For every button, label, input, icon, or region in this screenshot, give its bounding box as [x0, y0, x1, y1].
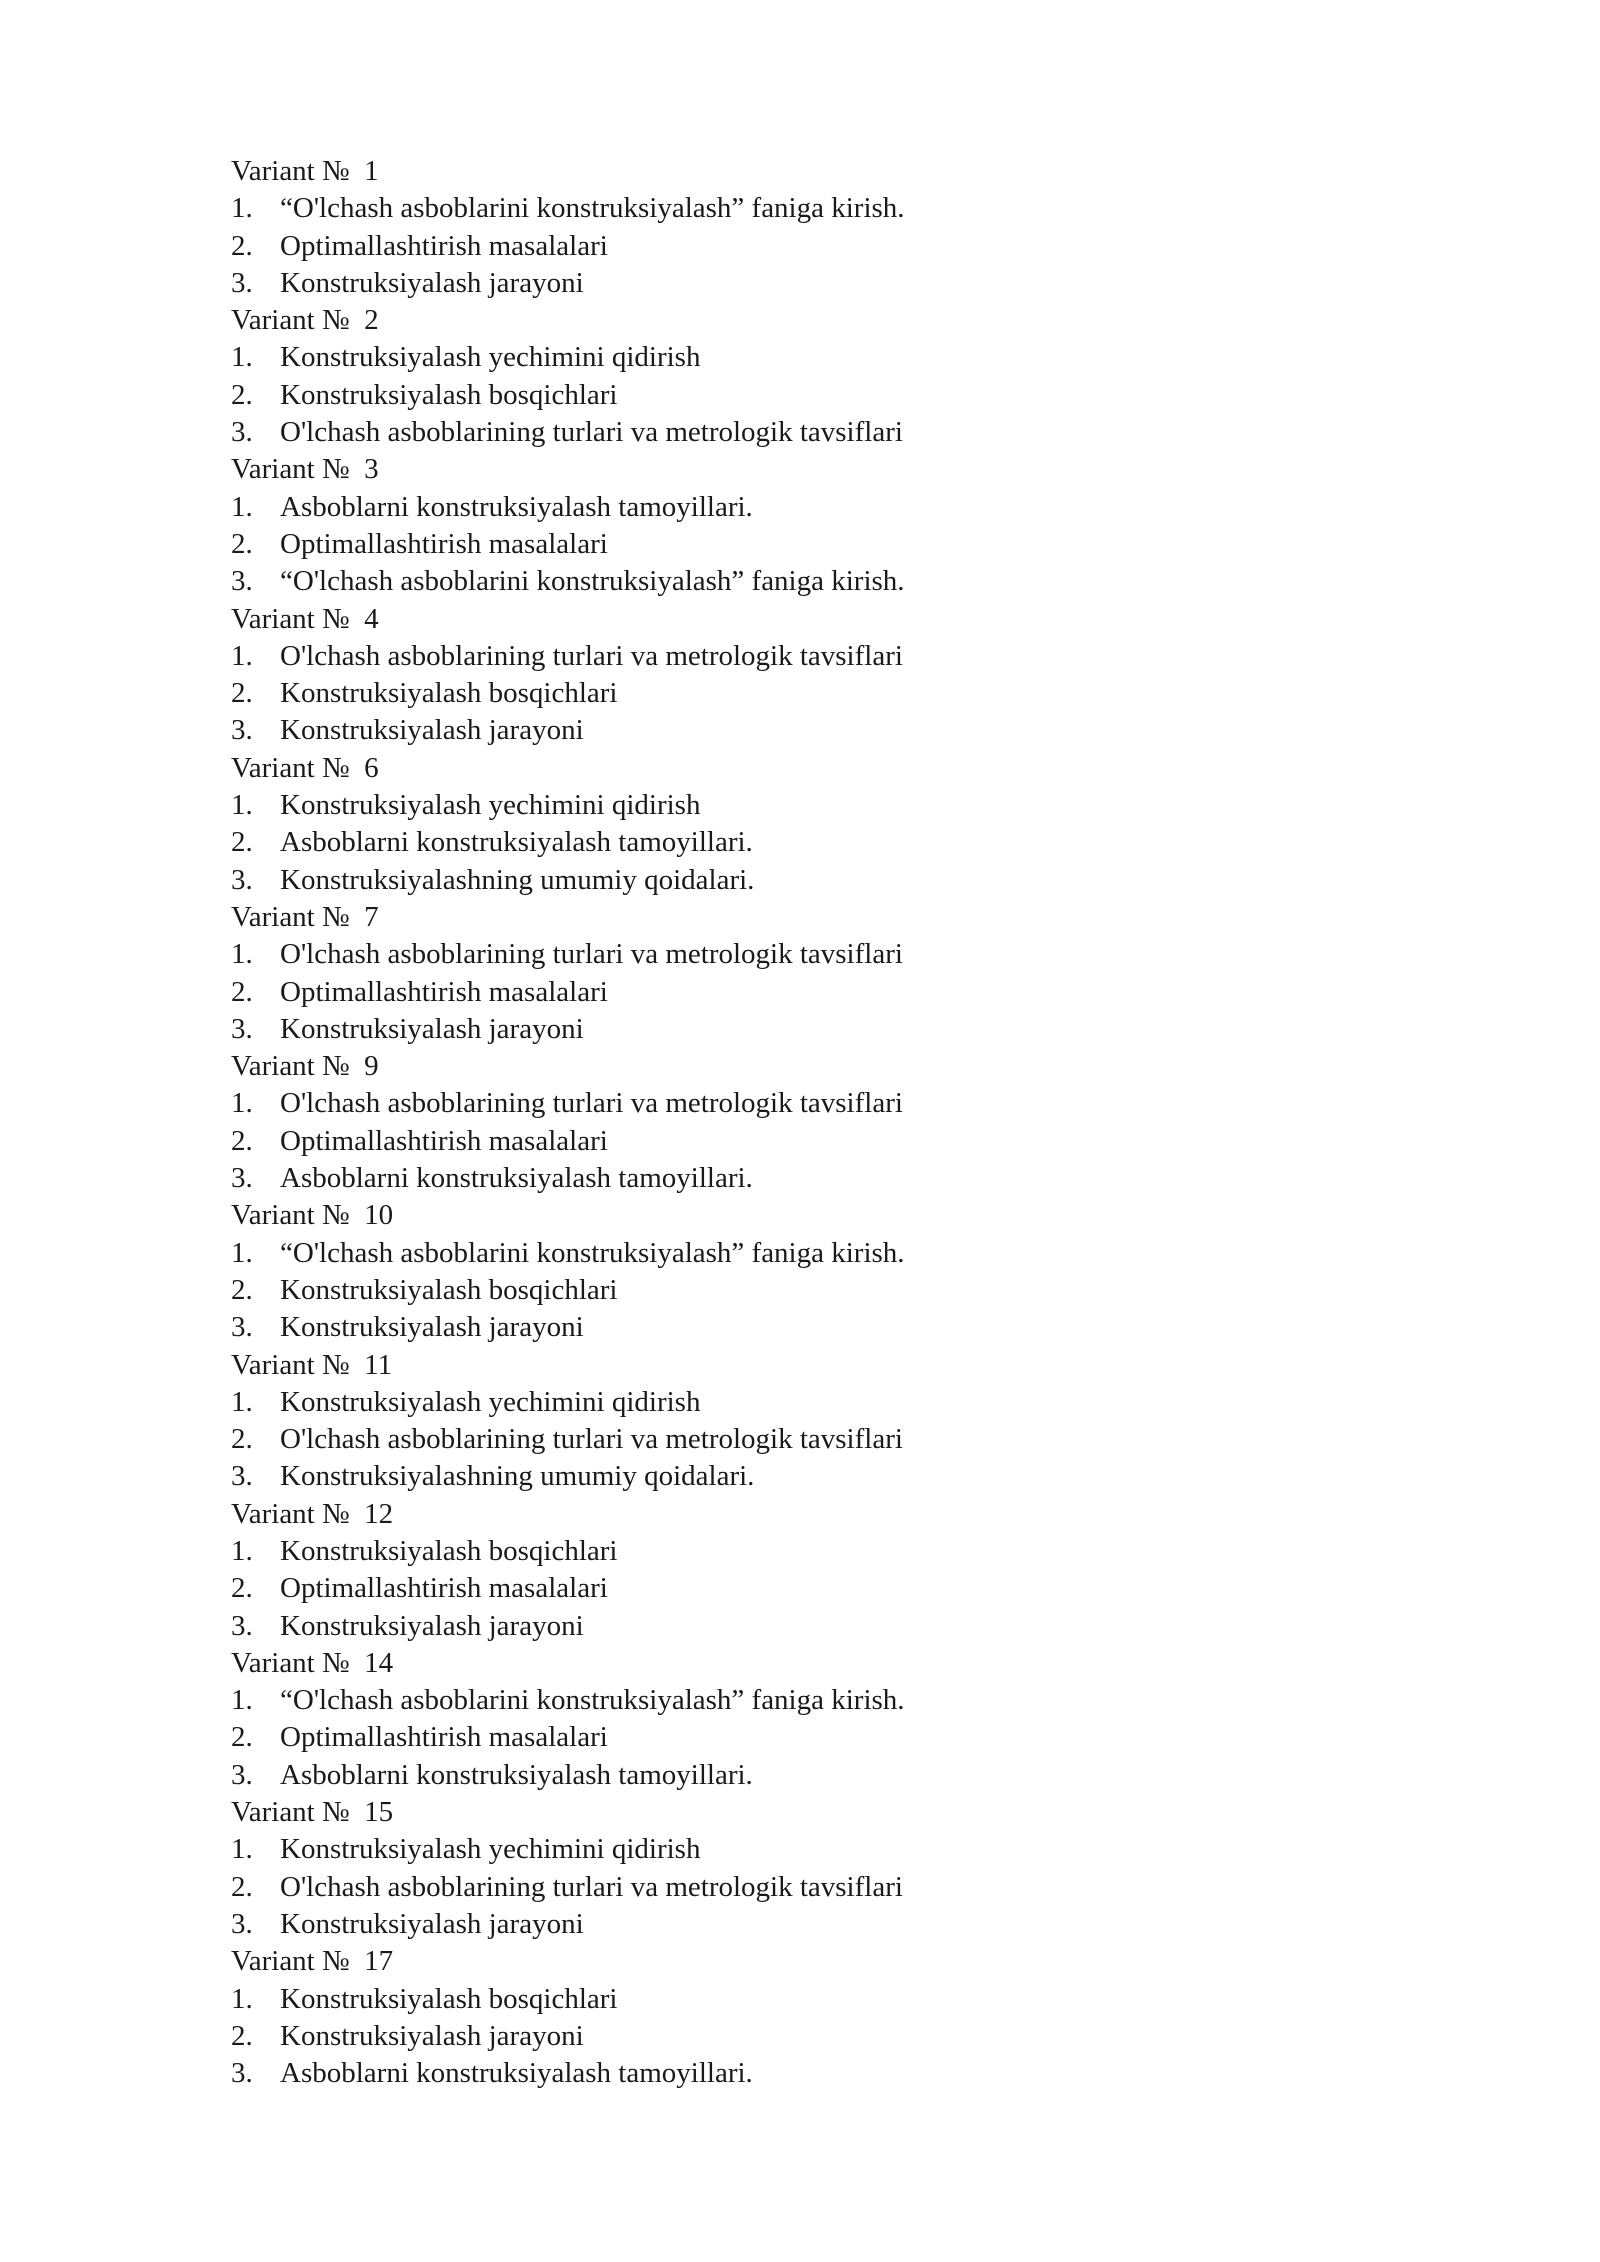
list-item — [231, 1309, 1431, 1346]
list-item-text: Konstruksiyalash yechimini qidirish — [280, 789, 701, 822]
list-item — [231, 1421, 1431, 1458]
variant-label: Variant № — [231, 155, 350, 187]
list-item-number: 1. — [231, 1385, 253, 1418]
variant-heading — [231, 899, 1431, 936]
list-item-number: 2. — [231, 2019, 253, 2052]
variant-block — [231, 899, 1431, 1048]
list-item-text: “O'lchash asboblarini konstruksiyalash” faniga kirish. — [280, 565, 905, 598]
list-item-number: 2. — [231, 1721, 253, 1754]
list-item — [231, 787, 1431, 824]
list-item — [231, 1570, 1431, 1607]
list-item-number: 2. — [231, 1870, 253, 1903]
variant-number: 17 — [364, 1945, 394, 1978]
variant-heading — [231, 1645, 1431, 1682]
list-item — [231, 489, 1431, 526]
list-item — [231, 1906, 1431, 1943]
list-item — [231, 1160, 1431, 1197]
variant-number: 15 — [364, 1796, 394, 1829]
variant-block — [231, 1943, 1431, 2092]
list-item-text: “O'lchash asboblarini konstruksiyalash” faniga kirish. — [280, 1236, 905, 1269]
list-item-number: 3. — [231, 714, 253, 747]
list-item — [231, 1085, 1431, 1122]
list-item — [231, 1272, 1431, 1309]
variant-label: Variant № — [231, 751, 350, 784]
list-item — [231, 414, 1431, 451]
list-item-number: 3. — [231, 1907, 253, 1940]
list-item-text: Konstruksiyalash jarayoni — [280, 1609, 584, 1642]
list-item-number: 2. — [231, 826, 253, 859]
variant-label: Variant № — [231, 1348, 350, 1381]
variant-block — [231, 1048, 1431, 1197]
list-item-text: Konstruksiyalash jarayoni — [280, 266, 584, 299]
list-item-text: Konstruksiyalash bosqichlari — [280, 1534, 618, 1567]
list-item-number: 1. — [231, 1534, 253, 1567]
list-item-text: Konstruksiyalashning umumiy qoidalari. — [280, 863, 755, 896]
list-item — [231, 1719, 1431, 1756]
list-item — [231, 339, 1431, 376]
list-item-number: 3. — [231, 1758, 253, 1791]
list-item-number: 1. — [231, 1684, 253, 1717]
variant-block — [231, 1496, 1431, 1645]
list-item-number: 1. — [231, 490, 253, 523]
list-item-text: O'lchash asboblarining turlari va metrologik tavsiflari — [280, 416, 903, 449]
list-item-number: 2. — [231, 1124, 253, 1157]
list-item — [231, 1458, 1431, 1495]
variant-number: 3 — [364, 453, 379, 486]
list-item-number: 1. — [231, 789, 253, 822]
variant-label: Variant № — [231, 453, 350, 486]
list-item-text: O'lchash asboblarining turlari va metrologik tavsiflari — [280, 938, 903, 971]
variant-label: Variant № — [231, 900, 350, 933]
variant-block — [231, 1794, 1431, 1943]
variant-heading — [231, 451, 1431, 488]
list-item-text: O'lchash asboblarining turlari va metrologik tavsiflari — [280, 639, 903, 672]
list-item — [231, 1682, 1431, 1719]
list-item-text: Konstruksiyalash jarayoni — [280, 2019, 584, 2052]
list-item — [231, 265, 1431, 302]
variant-block — [231, 1347, 1431, 1496]
variant-heading — [231, 302, 1431, 339]
list-item — [231, 824, 1431, 861]
list-item-text: Konstruksiyalash bosqichlari — [280, 1273, 618, 1306]
list-item-number: 1. — [231, 938, 253, 971]
list-item — [231, 190, 1431, 227]
list-item — [231, 2018, 1431, 2055]
list-item-text: Optimallashtirish masalalari — [280, 1572, 608, 1605]
list-item — [231, 563, 1431, 600]
variant-number: 2 — [364, 304, 379, 337]
list-item-text: Asboblarni konstruksiyalash tamoyillari. — [280, 490, 753, 523]
variant-number: 6 — [364, 751, 379, 784]
list-item-text: Asboblarni konstruksiyalash tamoyillari. — [280, 1758, 753, 1791]
variant-block — [231, 153, 1431, 302]
variant-block — [231, 451, 1431, 600]
variant-number: 4 — [364, 602, 379, 635]
list-item-number: 1. — [231, 341, 253, 374]
variant-heading — [231, 1048, 1431, 1085]
list-item-number: 2. — [231, 1423, 253, 1456]
list-item — [231, 936, 1431, 973]
list-item-number: 3. — [231, 1012, 253, 1045]
variant-number: 10 — [364, 1199, 394, 1232]
list-item-text: Konstruksiyalash yechimini qidirish — [280, 341, 701, 374]
variant-block — [231, 750, 1431, 899]
list-item-text: Konstruksiyalash jarayoni — [280, 1907, 584, 1940]
variant-heading — [231, 601, 1431, 638]
list-item-number: 2. — [231, 975, 253, 1008]
variant-label: Variant № — [231, 602, 350, 635]
list-item — [231, 526, 1431, 563]
list-item-text: Optimallashtirish masalalari — [280, 975, 608, 1008]
variant-heading — [231, 1197, 1431, 1234]
variant-label: Variant № — [231, 1050, 350, 1083]
list-item-text: Konstruksiyalash bosqichlari — [280, 1982, 618, 2015]
list-item-text: Optimallashtirish masalalari — [280, 229, 608, 262]
list-item-number: 2. — [231, 378, 253, 411]
list-item-text: “O'lchash asboblarini konstruksiyalash” faniga kirish. — [280, 192, 905, 225]
list-item — [231, 1608, 1431, 1645]
list-item-number: 3. — [231, 1311, 253, 1344]
list-item-number: 1. — [231, 1982, 253, 2015]
variant-number: 9 — [364, 1050, 379, 1083]
list-item-number: 3. — [231, 2057, 253, 2090]
variant-label: Variant № — [231, 1796, 350, 1829]
document-page — [231, 153, 1431, 2092]
variant-block — [231, 1645, 1431, 1794]
variant-label: Variant № — [231, 1945, 350, 1978]
list-item-text: O'lchash asboblarining turlari va metrologik tavsiflari — [280, 1423, 903, 1456]
list-item — [231, 2055, 1431, 2092]
list-item-text: Asboblarni konstruksiyalash tamoyillari. — [280, 826, 753, 859]
list-item-text: Konstruksiyalash jarayoni — [280, 714, 584, 747]
variant-number: 11 — [364, 1348, 393, 1381]
variant-heading — [231, 1943, 1431, 1980]
list-item-number: 2. — [231, 677, 253, 710]
variant-heading — [231, 1347, 1431, 1384]
list-item-text: Konstruksiyalash bosqichlari — [280, 677, 618, 710]
list-item-number: 3. — [231, 1162, 253, 1195]
list-item-number: 1. — [231, 1236, 253, 1269]
list-item — [231, 1869, 1431, 1906]
list-item-text: Konstruksiyalash yechimini qidirish — [280, 1833, 701, 1866]
list-item-number: 3. — [231, 565, 253, 598]
variant-label: Variant № — [231, 1199, 350, 1232]
list-item-number: 2. — [231, 229, 253, 262]
list-item-number: 3. — [231, 266, 253, 299]
variant-number: 12 — [364, 1497, 394, 1530]
variant-number: 7 — [364, 900, 379, 933]
list-item-text: Konstruksiyalash jarayoni — [280, 1012, 584, 1045]
list-item-number: 2. — [231, 1273, 253, 1306]
list-item-number: 2. — [231, 527, 253, 560]
variant-block — [231, 1197, 1431, 1346]
list-item-text: Konstruksiyalashning umumiy qoidalari. — [280, 1460, 755, 1493]
list-item-text: O'lchash asboblarining turlari va metrologik tavsiflari — [280, 1087, 903, 1120]
list-item-number: 3. — [231, 863, 253, 896]
list-item — [231, 1384, 1431, 1421]
list-item-number: 1. — [231, 1833, 253, 1866]
list-item-text: Konstruksiyalash jarayoni — [280, 1311, 584, 1344]
list-item-number: 2. — [231, 1572, 253, 1605]
variant-label: Variant № — [231, 1646, 350, 1679]
list-item-number: 1. — [231, 639, 253, 672]
list-item — [231, 1831, 1431, 1868]
variant-number: 1 — [364, 155, 379, 187]
list-item-text: “O'lchash asboblarini konstruksiyalash” faniga kirish. — [280, 1684, 905, 1717]
variant-heading — [231, 153, 1431, 190]
variant-heading — [231, 750, 1431, 787]
list-item — [231, 1011, 1431, 1048]
list-item-number: 3. — [231, 416, 253, 449]
list-item-number: 3. — [231, 1460, 253, 1493]
list-item — [231, 377, 1431, 414]
list-item-text: Optimallashtirish masalalari — [280, 1721, 608, 1754]
list-item-text: Asboblarni konstruksiyalash tamoyillari. — [280, 1162, 753, 1195]
list-item-number: 3. — [231, 1609, 253, 1642]
list-item-text: Konstruksiyalash bosqichlari — [280, 378, 618, 411]
variant-block — [231, 302, 1431, 451]
list-item-text: O'lchash asboblarining turlari va metrologik tavsiflari — [280, 1870, 903, 1903]
list-item — [231, 1757, 1431, 1794]
list-item-text: Konstruksiyalash yechimini qidirish — [280, 1385, 701, 1418]
variant-block — [231, 601, 1431, 750]
variant-label: Variant № — [231, 304, 350, 337]
variant-label: Variant № — [231, 1497, 350, 1530]
list-item-number: 1. — [231, 192, 253, 225]
list-item-text: Asboblarni konstruksiyalash tamoyillari. — [280, 2057, 753, 2090]
list-item — [231, 1533, 1431, 1570]
list-item-number: 1. — [231, 1087, 253, 1120]
variant-heading — [231, 1794, 1431, 1831]
variant-number: 14 — [364, 1646, 394, 1679]
list-item — [231, 1981, 1431, 2018]
list-item — [231, 1235, 1431, 1272]
list-item — [231, 675, 1431, 712]
list-item — [231, 862, 1431, 899]
list-item — [231, 712, 1431, 749]
variant-heading — [231, 1496, 1431, 1533]
list-item-text: Optimallashtirish masalalari — [280, 527, 608, 560]
list-item — [231, 638, 1431, 675]
list-item — [231, 1123, 1431, 1160]
list-item-text: Optimallashtirish masalalari — [280, 1124, 608, 1157]
list-item — [231, 228, 1431, 265]
list-item — [231, 974, 1431, 1011]
